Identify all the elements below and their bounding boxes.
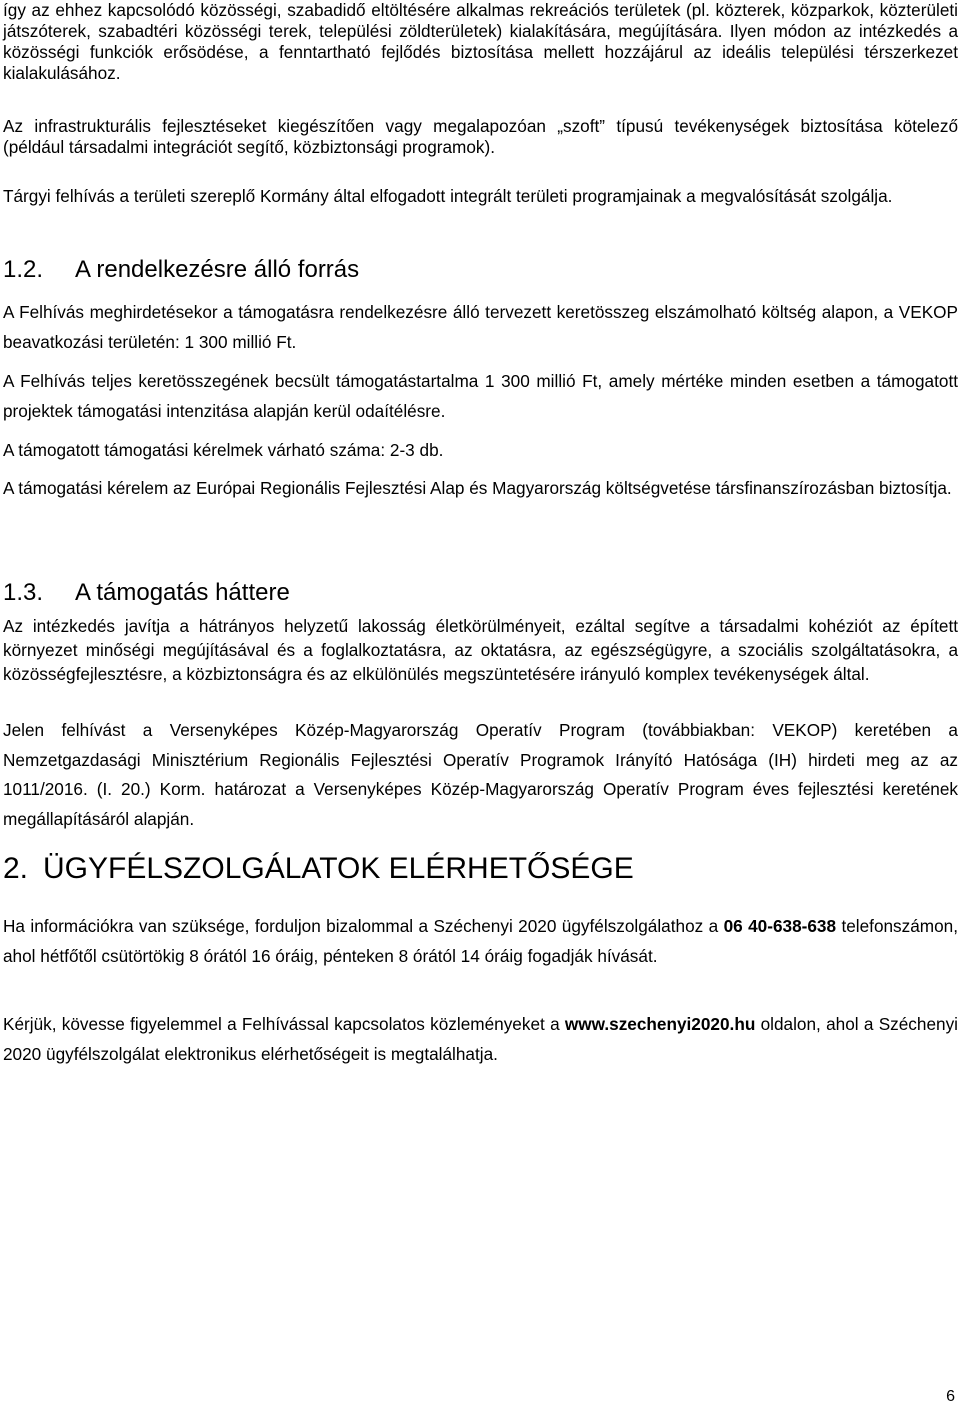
section-number: 1.2. xyxy=(3,256,44,283)
helpdesk-hours: telefonszámon, ahol hétfőtől csütörtökig 8 órától 16 óráig, pénteken 8 órától 14 óráig fogadják hívását. xyxy=(3,916,959,966)
paragraph-helpdesk xyxy=(3,912,958,971)
section-title: A rendelkezésre álló forrás xyxy=(75,256,360,283)
paragraph-soft-activities: Az infrastrukturális fejlesztéseket kiegészítően vagy megalapozóan „szoft” típusú tevékenységek biztosítása kötelező (például társadalmi integrációt segítő, közbiztonsági programok). xyxy=(3,116,958,157)
website-text-end: oldalon, ahol a Széchenyi 2020 ügyfélszolgálat elektronikus elérhetőségeit is megtalálhatja. xyxy=(3,1014,958,1064)
chapter-heading-2 xyxy=(3,851,634,887)
paragraph-website xyxy=(3,1010,958,1069)
page-number: 6 xyxy=(946,1388,955,1405)
website-link[interactable]: www.szechenyi2020.hu xyxy=(564,1014,756,1034)
helpdesk-phone: 06 40-638-638 xyxy=(723,916,837,936)
chapter-number: 2. xyxy=(3,852,29,885)
section-title: A támogatás háttere xyxy=(75,579,290,606)
paragraph-vekop: Jelen felhívást a Versenyképes Közép-Magyarország Operatív Program (továbbiakban: VEKOP) keretében a Nemzetgazdasági Minisztérium Regionális Fejlesztési Operatív Programok Irányító Hatósága (IH) hirdeti meg az az 1011/2016. (I. 20.) Korm. határozat a Versenyképes Közép-Magyarország Operatív Program éves fejlesztési keretének megállapításáról alapján. xyxy=(3,720,958,829)
paragraph-integrated-programs: Tárgyi felhívás a területi szereplő Kormány által elfogadott integrált területi programjainak a megvalósítását szolgálja. xyxy=(3,186,893,206)
section-heading-1-2 xyxy=(3,255,359,285)
paragraph-background: Az intézkedés javítja a hátrányos helyzetű lakosság életkörülményeit, ezáltal segítve a társadalmi kohéziót az épített környezet minőségi megújításával és a foglalkoztatásra, az oktatásra, az egészségügyre, a szociális szolgáltatásokra, a közösségfejlesztésre, a közbiztonságra és az elkülönülés megszüntetésére irányuló komplex tevékenységek által. xyxy=(3,616,958,684)
paragraph-expected-count: A támogatott támogatási kérelmek várható száma: 2-3 db. xyxy=(3,440,444,460)
website-text: Kérjük, kövesse figyelemmel a Felhívással kapcsolatos közleményeket a xyxy=(3,1014,565,1034)
paragraph-cofinancing: A támogatási kérelem az Európai Regionális Fejlesztési Alap és Magyarország költségvetése társfinanszírozásban biztosítja. xyxy=(3,478,952,498)
chapter-title: ÜGYFÉLSZOLGÁLATOK ELÉRHETŐSÉGE xyxy=(43,852,634,885)
section-heading-1-3 xyxy=(3,578,290,608)
helpdesk-text: Ha információkra van szüksége, forduljon bizalommal a Széchenyi 2020 ügyfélszolgálathoz a xyxy=(3,916,724,936)
paragraph-recreation-areas: így az ehhez kapcsolódó közösségi, szabadidő eltöltésére alkalmas rekreációs területek (pl. közterek, közparkok, közterületi játszóterek, szabadtéri közösségi terek, települési zöldterületek) kialakítására, megújítására. Ilyen módon az intézkedés a közösségi funkciók erősödése, a fenntartható fejlődés biztosítása mellett hozzájárul az ideális települési térszerkezet kialakulásához. xyxy=(3,0,958,83)
section-number: 1.3. xyxy=(3,579,44,606)
paragraph-budget: A Felhívás meghirdetésekor a támogatásra rendelkezésre álló tervezett keretösszeg elszámolható költség alapon, a VEKOP beavatkozási területén: 1 300 millió Ft. xyxy=(3,302,958,352)
paragraph-support-content: A Felhívás teljes keretösszegének becsült támogatástartalma 1 300 millió Ft, amely mértéke minden esetben a támogatott projektek támogatási intenzitása alapján kerül odaítélésre. xyxy=(3,371,958,421)
